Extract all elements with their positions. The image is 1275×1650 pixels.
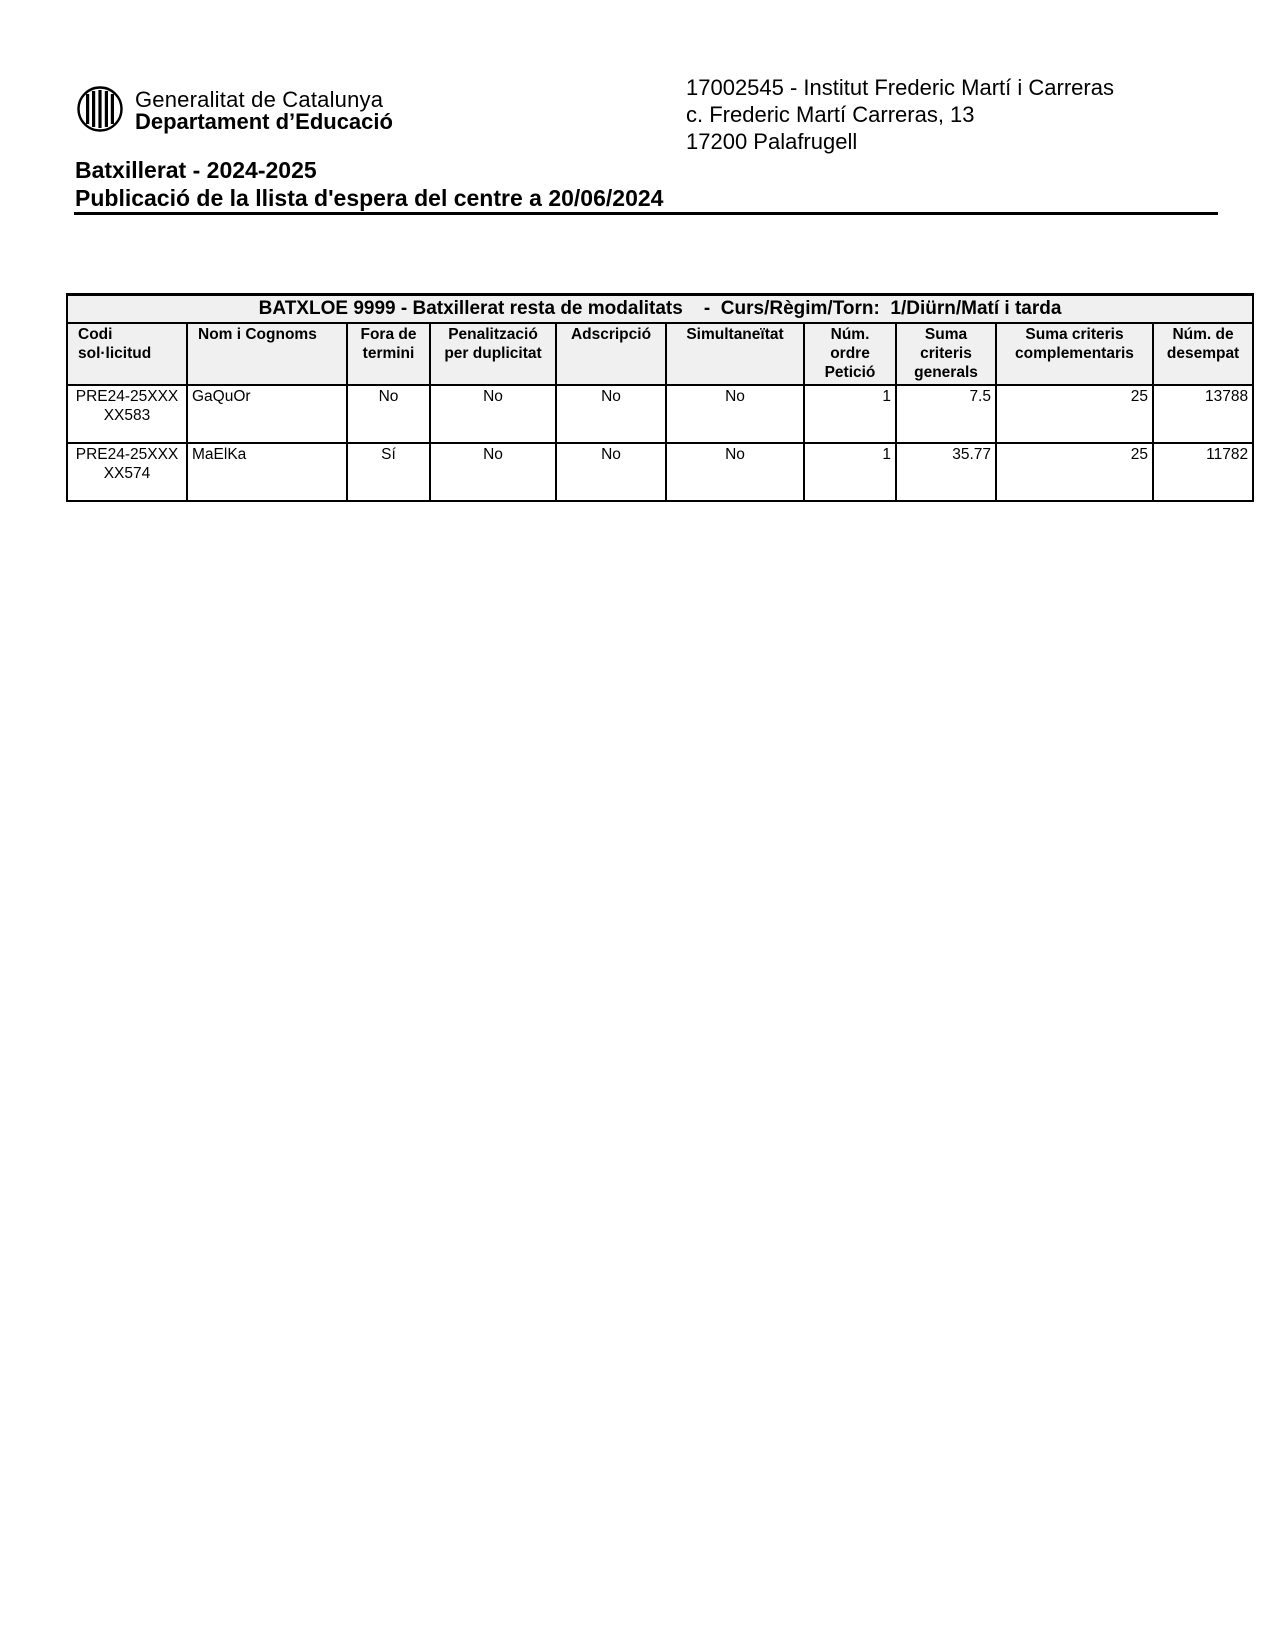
cell-adscripcio: No	[556, 443, 666, 501]
centre-name: 17002545 - Institut Frederic Martí i Carreras	[686, 75, 1114, 100]
table-row	[67, 443, 1253, 501]
cell-nom: MaElKa	[187, 443, 347, 501]
cell-penalitzacio: No	[430, 385, 556, 443]
title-divider	[74, 212, 1218, 215]
table-banner-row	[67, 295, 1253, 324]
cell-ordre: 1	[804, 385, 896, 443]
column-header: Simultaneïtat	[666, 323, 804, 385]
cell-ordre: 1	[804, 443, 896, 501]
centre-street: c. Frederic Martí Carreras, 13	[686, 102, 975, 127]
column-header: Núm. de desempat	[1153, 323, 1253, 385]
cell-codi: PRE24-25XXXXX574	[67, 443, 187, 501]
cell-simultaneitat: No	[666, 443, 804, 501]
cell-penalitzacio: No	[430, 443, 556, 501]
table-row	[67, 385, 1253, 443]
cell-fora: Sí	[347, 443, 430, 501]
cell-codi: PRE24-25XXXXX583	[67, 385, 187, 443]
department-name: Departament d’Educació	[135, 109, 393, 134]
cell-complementaris: 25	[996, 385, 1153, 443]
centre-address	[686, 74, 1114, 155]
logo-text	[135, 89, 393, 133]
cell-desempat: 11782	[1153, 443, 1253, 501]
table-header-row	[67, 323, 1253, 385]
column-header: Penalització per duplicitat	[430, 323, 556, 385]
table-banner: BATXLOE 9999 - Batxillerat resta de modalitats - Curs/Règim/Torn: 1/Diürn/Matí i tarda	[67, 295, 1253, 324]
cell-complementaris: 25	[996, 443, 1153, 501]
column-header: Codi sol·licitud	[67, 323, 187, 385]
generalitat-logo	[77, 86, 447, 134]
title-line-2: Publicació de la llista d'espera del centre a 20/06/2024	[75, 185, 664, 211]
column-header: Núm. ordre Petició	[804, 323, 896, 385]
column-header: Nom i Cognoms	[187, 323, 347, 385]
cell-generals: 7.5	[896, 385, 996, 443]
cell-adscripcio: No	[556, 385, 666, 443]
column-header: Fora de termini	[347, 323, 430, 385]
cell-fora: No	[347, 385, 430, 443]
title-line-1: Batxillerat - 2024-2025	[75, 157, 317, 183]
cell-desempat: 13788	[1153, 385, 1253, 443]
centre-city: 17200 Palafrugell	[686, 129, 858, 154]
cell-generals: 35.77	[896, 443, 996, 501]
cell-nom: GaQuOr	[187, 385, 347, 443]
waiting-list-table	[66, 293, 1254, 502]
org-name: Generalitat de Catalunya	[135, 87, 384, 112]
cell-simultaneitat: No	[666, 385, 804, 443]
document-title	[75, 156, 663, 212]
generalitat-emblem-icon	[77, 86, 123, 132]
column-header: Suma criteris complementaris	[996, 323, 1153, 385]
column-header: Suma criteris generals	[896, 323, 996, 385]
column-header: Adscripció	[556, 323, 666, 385]
